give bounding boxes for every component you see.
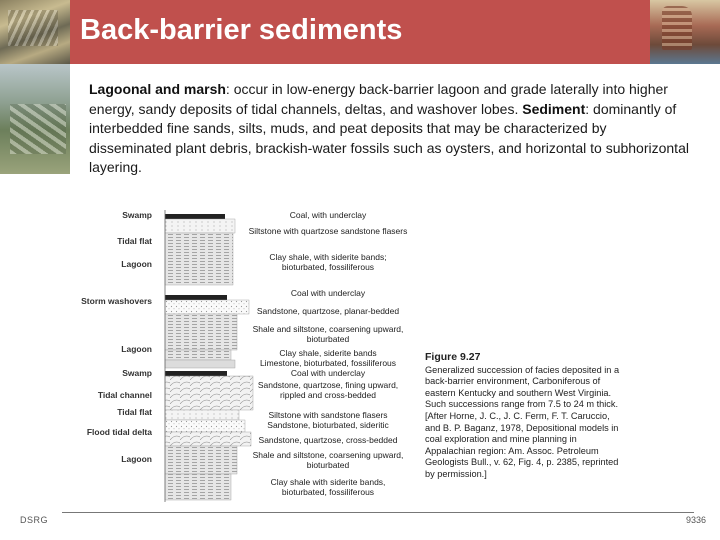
figure-caption (425, 352, 620, 481)
desc-shale-siltstone-1: Shale and siltstone, coarsening upward, bioturbated (252, 324, 404, 344)
term-lagoonal-marsh: Lagoonal and marsh (89, 81, 226, 97)
desc-siltstone-flasers: Siltstone with quartzose sandstone flasers (248, 226, 408, 236)
env-label-tidal-channel: Tidal channel (97, 390, 152, 400)
slide-title: Back-barrier sediments (80, 14, 403, 46)
bed-clay-shale-3 (165, 474, 231, 500)
desc-limestone: Limestone, bioturbated, fossiliferous (259, 358, 397, 368)
desc-clay-shale-1: Clay shale, with siderite bands; bioturbated, fossiliferous (269, 252, 387, 272)
header-photo-sediment (0, 0, 70, 64)
title-bar (70, 0, 650, 64)
desc-shale-siltstone-2: Shale and siltstone, coarsening upward, bioturbated (252, 450, 404, 470)
env-label-flood-tidal-delta: Flood tidal delta (86, 427, 152, 437)
bed-shale-siltstone-2 (165, 446, 237, 474)
env-label-swamp-2: Swamp (122, 368, 152, 378)
env-label-lagoon-3: Lagoon (121, 454, 152, 464)
footer-page-number: 9336 (685, 515, 706, 525)
desc-clay-shale-3: Clay shale with siderite bands, bioturbated, fossiliferous (270, 477, 386, 497)
side-photo-landscape (0, 64, 70, 174)
bed-sandstone-sideritic (165, 420, 245, 432)
desc-sandstone-planar: Sandstone, quartzose, planar-bedded (256, 306, 400, 316)
bed-sandstone-planar (165, 300, 249, 314)
bed-siltstone-1 (165, 219, 235, 233)
facies-figure (80, 200, 620, 508)
env-label-lagoon-2: Lagoon (121, 344, 152, 354)
bed-coal-2 (165, 295, 227, 300)
term-sediment: Sediment (522, 100, 586, 117)
env-label-lagoon-1: Lagoon (121, 259, 152, 269)
bed-coal-3 (165, 371, 227, 376)
env-label-tidal-flat-2: Tidal flat (117, 407, 152, 417)
env-label-storm-washovers: Storm washovers (81, 296, 152, 306)
desc-sandstone-fining: Sandstone, quartzose, fining upward, rippled and cross-bedded (257, 380, 399, 400)
para1-text: : occur in low-energy back-barrier lagoon and grade laterally into higher energy, sandy deposits of tidal channels, deltas, and washover lobes. (89, 81, 668, 117)
desc-sandstone-sideritic: Sandstone, bioturbated, sideritic (267, 420, 389, 430)
desc-coal-underclay-1: Coal, with underclay (289, 210, 367, 220)
para2-text: : dominantly of interbedded fine sands, silts, muds, and peat deposits that may be characterized by disseminated plant debris, brackish-water fossils such as oysters, and horizontal to subhorizontal layering. (89, 100, 689, 175)
bed-sandstone-crossbedded (165, 432, 251, 446)
desc-siltstone-sandstone-flasers: Siltstone with sandstone flasers (268, 410, 388, 420)
desc-coal-underclay-3: Coal with underclay (290, 368, 366, 378)
bed-shale-siltstone-1 (165, 314, 237, 350)
slide-header (0, 0, 720, 64)
header-photo-outcrop (650, 0, 720, 64)
desc-sandstone-crossbedded: Sandstone, quartzose, cross-bedded (258, 435, 398, 445)
bed-siltstone-2 (165, 410, 239, 420)
caption-title: Figure 9.27 (425, 351, 481, 363)
bed-limestone (165, 360, 235, 368)
footer-org: DSRG (20, 515, 49, 525)
body-text (89, 80, 689, 178)
bed-clay-shale-2 (165, 350, 231, 360)
bed-clay-shale-1 (165, 233, 233, 285)
footer-divider (62, 512, 694, 513)
env-label-swamp-1: Swamp (122, 210, 152, 220)
desc-coal-underclay-2: Coal with underclay (290, 288, 366, 298)
caption-text: Generalized succession of facies deposited in a back-barrier environment, Carboniferous of eastern Kentucky and southern West Virginia. Such successions range from 7.5 to 24 m thick. [After Horne, J. C., J. C. Ferm, F. T. Caruccio, and B. P. Baganz, 1978, Depositional models in coal exploration and mine planning in Appalachian region: Am. Assoc. Petroleum Geologists Bull., v. 62, Fig. 4, p. 2385, reprinted by permission.] (425, 364, 620, 479)
env-label-tidal-flat-1: Tidal flat (117, 236, 152, 246)
desc-clay-shale-2: Clay shale, siderite bands (279, 348, 377, 358)
bed-sandstone-fining (165, 376, 253, 410)
bed-coal-1 (165, 214, 225, 219)
